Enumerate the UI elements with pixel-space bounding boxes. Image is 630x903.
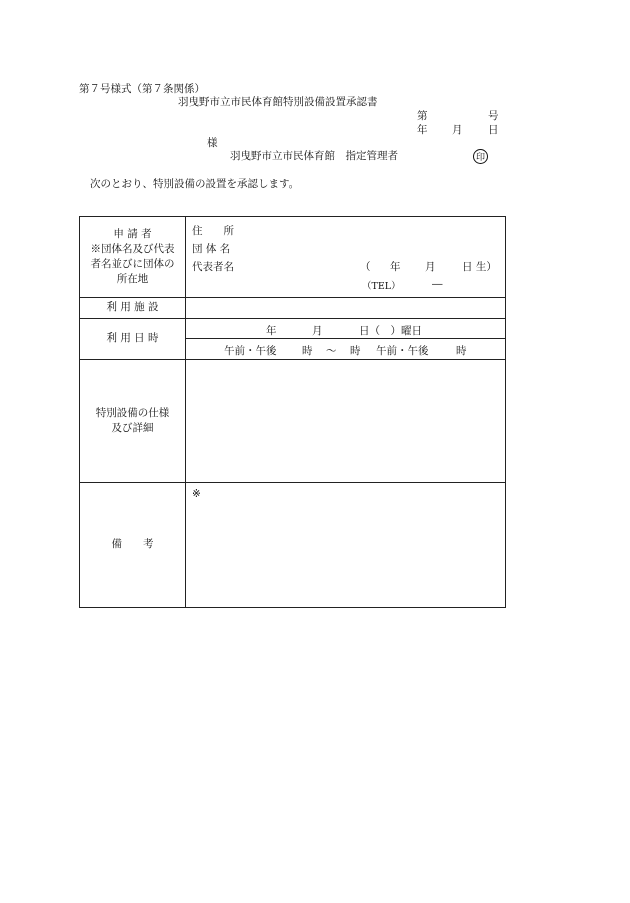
birth-day: 日 生） [462,261,497,273]
intro-text: 次のとおり、特別設備の設置を承認します。 [90,178,300,190]
doc-number-prefix: 第 [417,110,428,122]
datetime-row [80,319,506,360]
spec-label-2: 及び詳細 [111,422,154,434]
applicant-row [80,217,506,298]
remarks-field[interactable] [186,483,506,608]
facility-label: 利 用 施 設 [80,298,186,319]
use-day-weekday: 日（ ）曜日 [359,325,422,337]
facility-field[interactable] [186,298,506,319]
issuer-name: 羽曳野市立市民体育館 指定管理者 [230,150,398,162]
birth-year: 年 [390,261,401,273]
doc-number-suffix: 号 [488,110,499,122]
datetime-label: 利 用 日 時 [80,319,186,360]
remarks-row [80,483,506,608]
representative-label: 代表者名 [192,261,234,273]
datetime-field-cell[interactable] [186,319,506,360]
use-month: 月 [312,325,323,337]
document-title: 羽曳野市立市民体育館特別設備設置承認書 [178,96,378,108]
time-tilde: ～ [326,345,337,357]
applicant-note-2: 者名並びに団体の [90,258,175,270]
approval-table [79,216,506,608]
form-number: 第７号様式（第７条関係） [79,83,205,95]
remarks-label: 備 考 [80,483,186,608]
date-year: 年 [417,124,428,136]
tel-label: （TEL） [362,281,401,292]
spec-row [80,360,506,483]
end-ampm: 午前・午後 [376,345,429,357]
facility-row [80,298,506,319]
group-name-label: 団 体 名 [192,243,231,255]
applicant-note-3: 所在地 [116,273,149,286]
start-ampm: 午前・午後 [224,345,277,357]
spec-field[interactable] [186,360,506,483]
use-year: 年 [266,325,277,337]
spec-label-1: 特別設備の仕様 [95,406,170,419]
mid-hour: 時 [350,345,361,357]
applicant-field-cell[interactable] [186,217,506,298]
date-month: 月 [452,124,463,136]
applicant-note-1: ※団体名及び代表 [90,242,175,255]
date-day: 日 [488,124,499,136]
addressee-suffix: 様 [207,137,218,149]
applicant-label-cell [80,217,186,298]
seal-mark-icon: 印 [473,149,488,164]
start-hour: 時 [302,345,313,357]
end-hour: 時 [456,345,467,357]
applicant-label: 申 請 者 [113,227,152,240]
birth-month: 月 [425,261,436,273]
tel-dash: ― [432,278,443,290]
spec-label-cell [80,360,186,483]
remarks-mark: ※ [192,488,201,500]
address-label: 住 所 [192,225,234,237]
birth-open-paren: （ [360,261,371,273]
